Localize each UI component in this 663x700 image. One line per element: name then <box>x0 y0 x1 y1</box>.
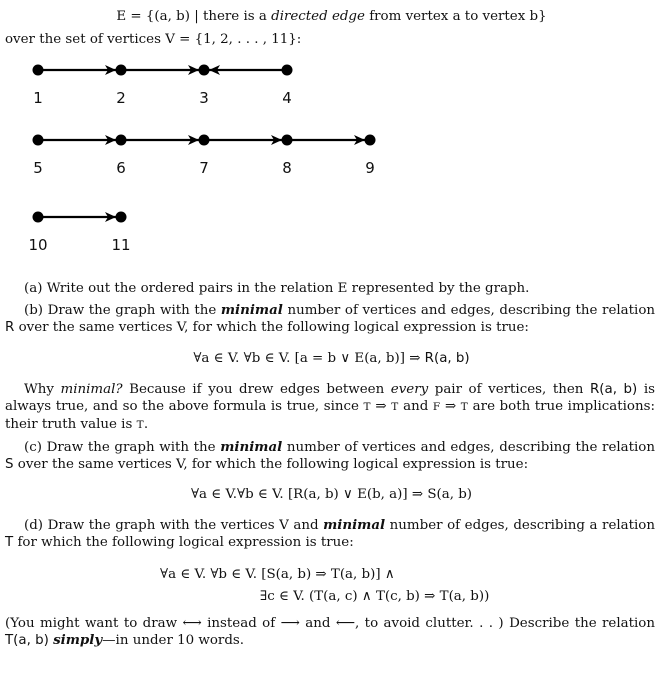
edge-1-to-2 <box>38 65 121 75</box>
edge-7-to-8 <box>204 135 287 145</box>
directed-graph <box>0 0 663 270</box>
edge-2-to-3 <box>121 65 204 75</box>
part-c-formula: ∀a ∈ V.∀b ∈ V. [R(a, b) ∨ E(b, a)] ⇒ S(a, b) <box>190 487 473 502</box>
vertex-label-2: 2 <box>116 89 126 107</box>
vertex-4 <box>282 65 293 76</box>
right-arrow-icon: ⟶ <box>280 616 300 631</box>
vertex-label-4: 4 <box>282 89 292 107</box>
vertex-2 <box>116 65 127 76</box>
vertex-label-7: 7 <box>199 159 209 177</box>
vertex-11 <box>116 212 127 223</box>
part-d-text: (d) Draw the graph with the vertices V and minimal number of edges, describing a relation T for which the following logical expression is true: <box>5 517 655 550</box>
intro-italic: directed edge <box>271 9 365 24</box>
part-a-text: (a) Write out the ordered pairs in the relation E represented by the graph. <box>24 281 530 296</box>
vertex-label-9: 9 <box>365 159 375 177</box>
part-c-text: (c) Draw the graph with the minimal number of vertices and edges, describing the relation S over the same vertices V, for which the following logical expression is true: <box>5 439 655 472</box>
part-d-formula-line2: ∃c ∈ V. (T(a, c) ∧ T(c, b) ⇒ T(a, b)) <box>260 589 490 604</box>
edge-8-to-9 <box>287 135 370 145</box>
vertex-8 <box>282 135 293 146</box>
vertex-7 <box>199 135 210 146</box>
intro-vertex-set: over the set of vertices V = {1, 2, . . . , 11}: <box>5 32 302 47</box>
vertex-label-6: 6 <box>116 159 126 177</box>
vertex-label-11: 11 <box>111 236 131 254</box>
vertex-label-8: 8 <box>282 159 292 177</box>
vertex-6 <box>116 135 127 146</box>
closing-text: (You might want to draw ⟷ instead of ⟶ and ⟵, to avoid clutter. . . ) Describe the relation T(a, b) simply—in under 10 words. <box>5 616 655 648</box>
edge-6-to-7 <box>121 135 204 145</box>
edge-10-to-11 <box>38 212 121 222</box>
edge-5-to-6 <box>38 135 121 145</box>
vertex-label-3: 3 <box>199 89 209 107</box>
intro-text-tail: from vertex a to vertex b} <box>364 9 547 24</box>
part-b-formula: ∀a ∈ V. ∀b ∈ V. [a = b ∨ E(a, b)] ⇒ R(a, b) <box>193 351 470 366</box>
part-b-text: (b) Draw the graph with the minimal number of vertices and edges, describing the relation R over the same vertices V, for which the following logical expression is true: <box>5 302 656 335</box>
vertex-label-10: 10 <box>28 236 48 254</box>
edge-4-to-3 <box>204 65 287 75</box>
vertex-9 <box>365 135 376 146</box>
intro-text: E = {(a, b) | there is a <box>116 9 272 24</box>
left-arrow-icon: ⟵ <box>335 616 356 631</box>
bidirectional-arrow-icon: ⟷ <box>182 616 202 631</box>
vertex-label-5: 5 <box>33 159 43 177</box>
vertex-3 <box>199 65 210 76</box>
vertex-label-1: 1 <box>33 89 43 107</box>
vertex-10 <box>33 212 44 223</box>
part-d-formula-line1: ∀a ∈ V. ∀b ∈ V. [S(a, b) ⇒ T(a, b)] ∧ <box>160 567 395 582</box>
vertex-5 <box>33 135 44 146</box>
vertex-1 <box>33 65 44 76</box>
why-minimal-text: Why minimal? Because if you drew edges between every pair of vertices, then R(a, b) is always true, and so the above formula is true, since T ⇒ T and F ⇒ T are both true implications: their truth value is T. <box>5 382 655 432</box>
